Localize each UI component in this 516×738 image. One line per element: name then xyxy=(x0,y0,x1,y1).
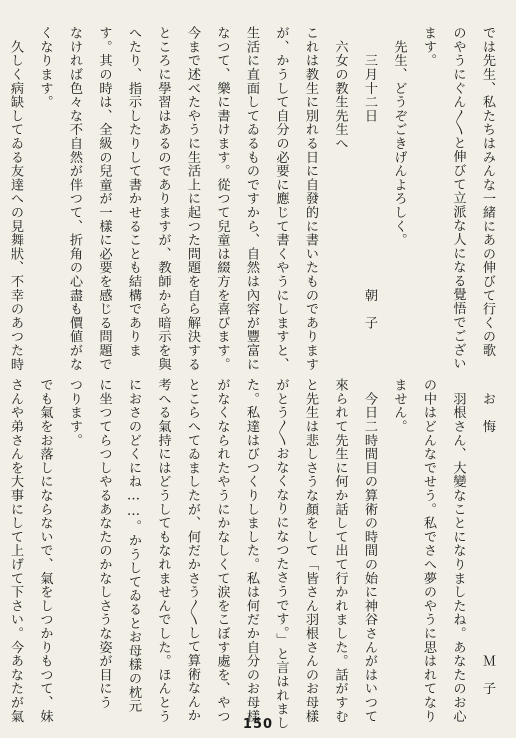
text-line: では先生、私たちはみんな一緒にあの伸びて行くの歌 xyxy=(480,26,495,358)
text-line: お 悔 Ｍ 子 xyxy=(480,378,495,696)
text-line: 今まで述べたやうに生活上に起つた問題を自ら解決する xyxy=(185,26,200,371)
text-line: つります。 xyxy=(67,378,82,447)
text-line: くなります。 xyxy=(37,26,53,109)
text-line: なつて、樂に書けます。從つて兒童は綴方を喜びます。 xyxy=(214,26,230,371)
text-line: 先生、どうぞごきげんよろしく。 xyxy=(391,26,407,247)
text-line: とこらへてゐましたが、何だかさう〳〵して算術なんか xyxy=(185,378,200,723)
text-line: へたり、指示したりして書かせることも結構でありま xyxy=(126,26,141,358)
text-line: 考へる氣持にはどうしてもなれませんでした。ほんとう xyxy=(155,378,171,723)
text-line: がなくなられたやうにかなしくて涙をこぼす處を、やつ xyxy=(214,378,230,723)
page-number: 150 xyxy=(242,717,274,732)
text-line: でも氣をお落しにならないで、氣をしつかりもつて、妹 xyxy=(37,378,53,723)
text-line xyxy=(0,378,1,718)
text-line: の中はどんなでせう。私でさへ夢のやうに思はれてなり xyxy=(421,378,436,723)
text-line xyxy=(0,26,1,366)
text-line: 生活に直面してゐるものですから、自然は內容が豐富に xyxy=(244,26,259,371)
text-line: なければ色々な不自然が伴つて、折角の心盡も價値がな xyxy=(67,26,82,371)
text-line: 久しく病缺してゐる友達への見舞狀、不幸のあつた時 xyxy=(8,26,23,371)
text-line: た。私達はびつくりしました。私は何だか自分のお母樣 xyxy=(244,378,259,723)
text-line: す。其の時は、全級の兒童が一樣に必要を感じる問題で xyxy=(96,26,112,371)
text-line: ます。 xyxy=(421,26,436,68)
text-line: これは教生に別れる日に自發的に書いたものであります xyxy=(303,26,318,371)
text-line: 今日二時間目の算術の時間の始に神谷さんがはいつて xyxy=(362,378,377,723)
text-line: におさのどくにね……。かうしてゐるとお母樣の枕元 xyxy=(126,378,141,713)
upper-text-block xyxy=(8,26,502,371)
text-line: のやうにぐん〳〵と伸びて立派な人になる覺悟でござい xyxy=(450,26,466,371)
text-line: が、かうして自分の必要に應じて書くやうにしますと、 xyxy=(273,26,289,371)
text-line: がとう〳〵おなくなりになつたさうです。」と言はれまし xyxy=(273,378,289,730)
text-line: 來られて先生に何か話して出て行かれました。話がすむ xyxy=(332,378,348,723)
text-line: 羽根さん、大變なことになりましたね。あなたのお心 xyxy=(450,378,466,723)
text-line: ません。 xyxy=(391,378,407,434)
text-line: に坐つてらつしやるあなたのかなしさうな姿が目にう xyxy=(96,378,112,710)
text-line: と先生は悲しさうな顏をして「皆さん羽根さんのお母樣 xyxy=(303,378,318,723)
text-line: さんや弟さんを大事にして上げて下さい。今あなたが氣 xyxy=(8,378,23,723)
text-line: 三月十二日 朝 子 xyxy=(362,26,377,330)
text-line: 六女の教生先生へ xyxy=(332,26,348,151)
text-line: ところに學習はあるのでありますが、教師から暗示を與 xyxy=(155,26,171,371)
